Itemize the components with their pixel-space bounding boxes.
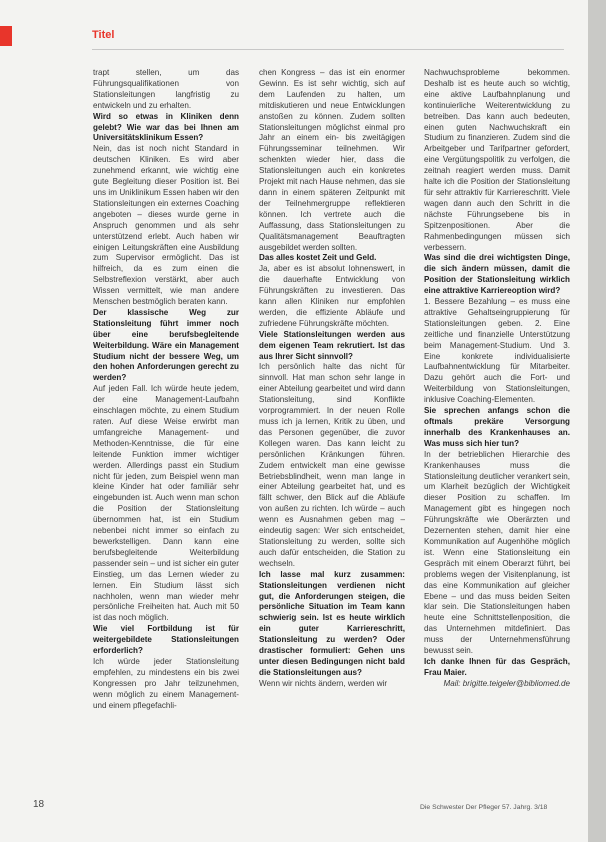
body-paragraph: Ich würde jeder Stationsleitung empfehlen, zu mindestens ein bis zwei Kongressen pro Jahr teilzunehmen, wenn möglich zu einem Management- und einem pflegefachli- [93, 656, 239, 710]
question-paragraph: Viele Stationsleitungen werden aus dem eigenen Team rekrutiert. Ist das aus Ihrer Sicht sinnvoll? [259, 329, 405, 361]
question-paragraph: Wie viel Fortbildung ist für weitergebildete Stationsleitungen erforderlich? [93, 624, 239, 656]
page-number: 18 [33, 799, 45, 810]
body-paragraph: Nein, das ist noch nicht Standard in deutschen Kliniken. Es wird aber zunehmend erkannt, wie wichtig eine gute Begleitung dieser Position ist. Bei uns im Uniklinikum Essen haben wir den Stationsleitungen ein externes Coaching angeboten – dieses wurde gerne in Anspruch genommen und als sehr unterstützend erlebt. Auch haben wir einigen Leitungskräften eine Ausbildung zum Supervisor ermöglicht. Das ist hilfreich, da es zum einen die Selbstreflexion verstärkt, aber auch Wissen vermittelt, wie man andere Menschen bestmöglich beraten kann. [93, 144, 239, 307]
body-paragraph: chen Kongress – das ist ein enormer Gewinn. Es ist sehr wichtig, sich auf dem Laufenden zu halten, um mitdiskutieren und neue Entwicklungen anstoßen zu können. Zudem sollten Stationsleitungen möglichst einmal pro Jahr an einem ein- bis zweitägigen Führungsseminar teilnehmen. Wir schenkten wieder hier, dass die Stationsleitungen auch ein konkretes Projekt mit nach Hause nehmen, das sie dann in einem späteren Zeitpunkt mit der Teilnehmergruppe reflektieren können. Ich vertrete auch die Auffassung, dass Stationsleitungen zu Qualitätsmanagement Beauftragten ausgebildet werden sollten. [259, 68, 405, 252]
header-divider [92, 49, 564, 50]
text-column-1 [93, 68, 239, 711]
body-paragraph: 1. Bessere Bezahlung – es muss eine attraktive Gehaltseingruppierung für Stationsleitungen geben. 2. Eine zeitliche und finanzielle Unterstützung beim Management-Studium. Und 3. Eine konkrete individualisierte Laufbahnentwicklung für Mitarbeiter. Dazu gehört auch die Fort- und Weiterbildung von Stationsleitungen, inklusive Coaching-Elementen. [424, 297, 570, 405]
body-paragraph: Nachwuchsprobleme bekommen. Deshalb ist es heute auch so wichtig, eine aktive Laufbahnplanung und kontinuierliche Weiterentwicklung zu betreiben. Das kann auch bedeuten, einen guten Nachwuchskraft ein Studium zu finanzieren. Zudem sind die Arbeitgeber und Tarifpartner gefordert, eine Vergütungspolitik zu verfolgen, die zeitnah reagiert werden muss. Damit halte ich die Position der Stationsleitung für sehr attraktiv für Karriereschritt. Viele wagen dann auch den Schritt in die nächste Führungsebene bis in Spitzenpositionen. Aber die Rahmenbedingungen müssen sich verbessern. [424, 68, 570, 252]
question-paragraph: Ich danke Ihnen für das Gespräch, Frau Maier. [424, 656, 570, 677]
footer-text: Die Schwester Der Pfleger 57. Jahrg. 3/18 [420, 804, 548, 811]
question-paragraph: Wird so etwas in Kliniken denn gelebt? Wie war das bei Ihnen am Universitätsklinikum Essen? [93, 111, 239, 143]
body-paragraph: Wenn wir nichts ändern, werden wir [259, 678, 388, 688]
page-edge [588, 0, 606, 842]
question-paragraph: Der klassische Weg zur Stationsleitung führt immer noch über eine berufsbegleitende Weiterbildung. Wäre ein Management Studium nicht der bessere Weg, um den hohen Anforderungen gerecht zu werden? [93, 307, 239, 383]
text-column-3 [424, 68, 570, 690]
body-paragraph: Ich persönlich halte das nicht für sinnvoll. Hat man schon sehr lange in einer Abteilung gearbeitet und wird dann Stationsleitung, sind Konflikte vorprogrammiert. In der neuen Rolle muss ich ja lernen, Kritik zu üben, und das Personen gegenüber, die zuvor Kollegen waren. Das kann leicht zu persönlichen Kränkungen führen. Zudem entwickelt man eine gewisse Betriebsblindheit, wenn man lange in einer Abteilung gearbeitet hat, und es fällt schwer, den Blick auf die Abläufe von außen zu richten. Ich würde – auch wenn es Ausnahmen geben mag – eindeutig sagen: Wer sich entscheidet, Stationsleitung zu werden, sollte sich auch dafür entscheiden, die Station zu wechseln. [259, 362, 405, 568]
question-paragraph: Was sind die drei wichtigsten Dinge, die sich ändern müssen, damit die Position der Stationsleitung wirklich eine attraktive Karriereoption wird? [424, 253, 570, 296]
question-paragraph: Sie sprechen anfangs schon die oftmals prekäre Versorgung innerhalb des Krankenhauses an. Was muss sich hier tun? [424, 406, 570, 448]
body-paragraph: Auf jeden Fall. Ich würde heute jedem, der eine Management-Laufbahn einschlagen möchte, zu einem Studium raten. Auf diese Weise erwirbt man umfangreiche Management- und Methoden-Kenntnisse, die für eine leitende Funktion immer wichtiger werden. Allerdings passt ein Studium nicht für jeden, zum Beispiel wenn man kleine Kinder hat oder familiär sehr eingebunden ist. Auch wenn man schon die Position der Stationsleitung übernommen hat, ist ein Studium nebenbei nicht immer so einfach zu bewerkstelligen. Dann kann eine berufsbegleitende Weiterbildung passender sein – und ist sicher ein guter Einstieg, um das Lernen wieder zu lernen. Ein Studium lässt sich nachholen, wenn man wieder mehr persönliche Freiheiten hat. Auch mit 50 ist das noch möglich. [93, 384, 239, 623]
body-paragraph: trapt stellen, um das Führungsqualifikationen von Stationsleitungen langfristig zu entwickeln und zu erhalten. [93, 68, 239, 110]
body-paragraph: Ja, aber es ist absolut lohnenswert, in die dauerhafte Entwicklung von Führungskräften zu investieren. Das kann allen Kliniken nur empfohlen werden, die effiziente Abläufe und zufriedene Führungskräfte möchten. [259, 264, 405, 328]
text-column-2 [259, 68, 405, 690]
author-signature: Mail: brigitte.teigeler@bibliomed.de [443, 678, 570, 688]
section-marker [0, 26, 12, 46]
body-paragraph: In der betrieblichen Hierarchie des Krankenhauses muss die Stationsleitung deutlicher verankert sein, um Klarheit bezüglich der Wichtigkeit dieser Position zu schaffen. Im Management gibt es hingegen noch Führungskräfte wie Oberärzten und Dezernenten stehen, damit hier eine Kommunikation auf Augenhöhe möglich ist. Wenn eine Stationsleitung ein Gespräch mit einem Oberarzt führt, bei problems wegen der Visitenplanung, ist das eine Kommunikation auf gleicher Ebene – und das muss beiden Seiten klar sein. Die Stationsleitungen haben heute eine Schnittstellenposition, die das Unternehmen mitdefiniert. Das muss der Unternehmensführung bewusst sein. [424, 449, 570, 656]
question-paragraph: Das alles kostet Zeit und Geld. [259, 253, 377, 263]
question-paragraph: Ich lasse mal kurz zusammen: Stationsleitungen verdienen nicht gut, die Anforderungen steigen, die persönliche Situation im Team kann schwierig sein. Ist es heute wirklich ein guter Karriereschritt, Stationsleitung zu werden? Oder drastischer formuliert: Gehen uns unter diesen Bedingungen nicht bald die Stationsleitungen aus? [259, 569, 405, 677]
section-label: Titel [92, 29, 115, 41]
